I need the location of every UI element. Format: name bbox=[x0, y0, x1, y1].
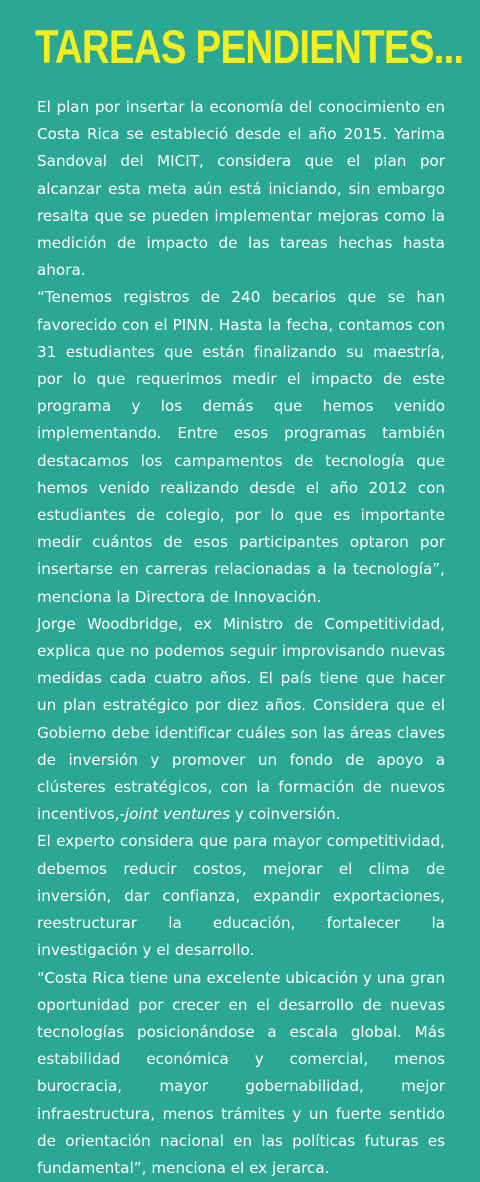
paragraph-plan-intro: El plan por insertar la economía del conocimiento en Costa Rica se estableció desde el año 2015. Yarima Sandoval del MICIT, considera que el plan por alcanzar esta meta aún está iniciando, sin embargo resalta que se pueden implementar mejoras como la medición de impacto de las tareas hechas hasta ahora. bbox=[37, 94, 445, 284]
paragraph-woodbridge bbox=[37, 611, 445, 829]
paragraph-expert-competitiveness: El experto considera que para mayor competitividad, debemos reducir costos, mejorar el clima de inversión, dar confianza, expandir exportaciones, reestructurar la educación, fortalecer la investigación y el desarrollo. bbox=[37, 828, 445, 964]
paragraph-costa-rica-quote: “Costa Rica tiene una excelente ubicación y una gran oportunidad por crecer en el desarrollo de nuevas tecnologías posicionándose a escala global. Más estabilidad económica y comercial, menos burocracia, mayor gobernabilidad, mejor infraestructura, menos trámites y un fuerte sentido de orientación nacional en las políticas futuras es fundamental”, menciona el ex jerarca. bbox=[37, 965, 445, 1182]
article-body bbox=[37, 94, 445, 1182]
section-title: TAREAS PENDIENTES... bbox=[35, 18, 463, 76]
joint-ventures-emphasis: joint ventures bbox=[125, 805, 230, 823]
paragraph-woodbridge-text: Jorge Woodbridge, ex Ministro de Competitividad, explica que no podemos seguir improvisando nuevas medidas cada cuatro años. El país tiene que hacer un plan estratégico por diez años. Considera que el Gobierno debe identificar cuáles son las áreas claves de inversión y promover un fondo de apoyo a clústeres estratégicos, con la formación de nuevos incentivos,- bbox=[37, 615, 445, 823]
paragraph-becarios-quote: “Tenemos registros de 240 becarios que se han favorecido con el PINN. Hasta la fecha, contamos con 31 estudiantes que están finalizando su maestría, por lo que requerimos medir el impacto de este programa y los demás que hemos venido implementando. Entre esos programas también destacamos los campamentos de tecnología que hemos venido realizando desde el año 2012 con estudiantes de colegio, por lo que es importante medir cuántos de esos participantes optaron por insertarse en carreras relacionadas a la tecnología”, menciona la Directora de Innovación. bbox=[37, 284, 445, 610]
paragraph-woodbridge-ending: y coinversión. bbox=[230, 805, 341, 823]
